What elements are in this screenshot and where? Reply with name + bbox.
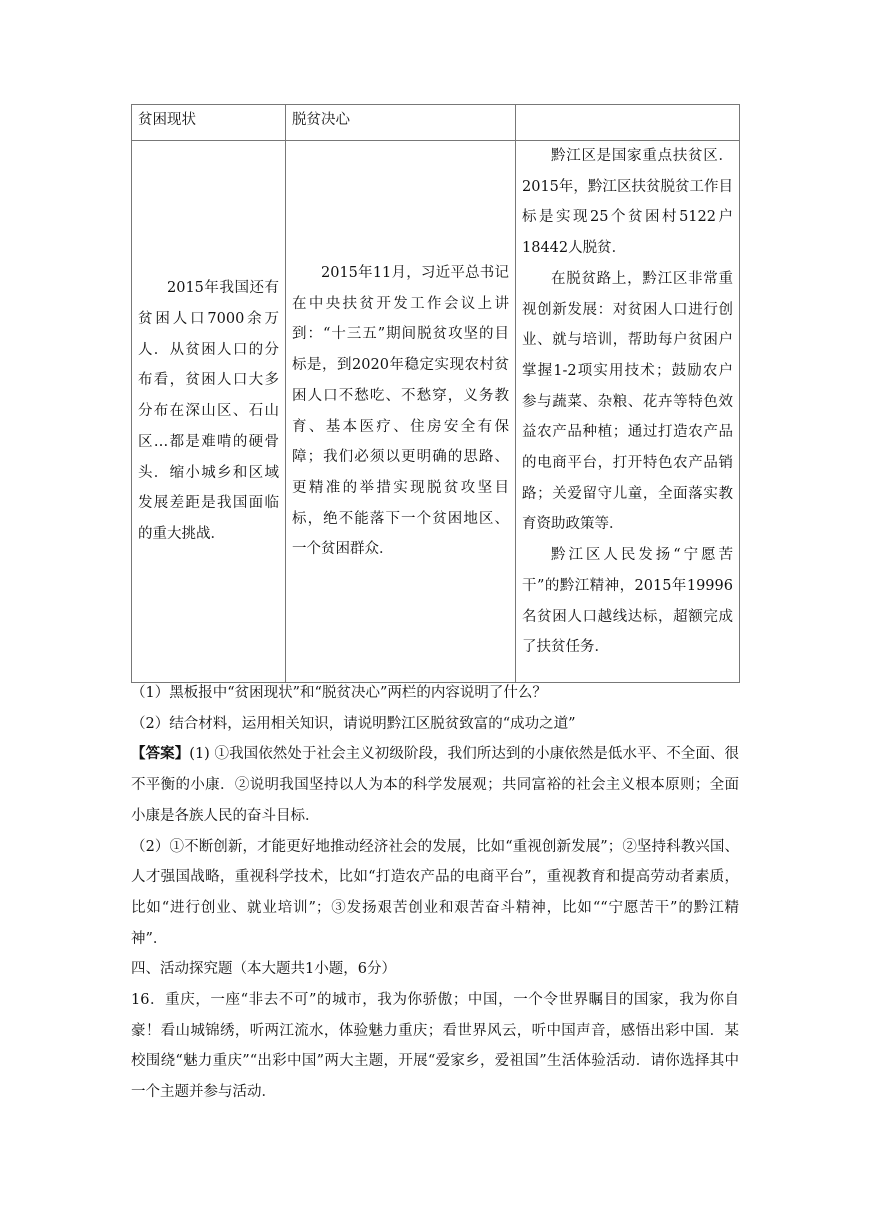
cell-poverty-status — [132, 141, 286, 683]
qianjiang-paragraph-3: 黔江区人民发扬“宁愿苦干”的黔江精神，2015年19996名贫困人口越线达标，超额完成了扶贫任务． — [522, 547, 733, 656]
answer-part-2: （2）①不断创新，才能更好地推动经济社会的发展，比如“重视创新发展”；②坚持科教兴国、人才强国战略，重视科学技术，比如“打造农产品的电商平台”，重视教育和提高劳动者素质，比如“进行创业、就业培训”；③发扬艰苦创业和艰苦奋斗精神，比如““宁愿苦干”的黔江精神”． — [131, 838, 739, 947]
table-header-row — [132, 105, 740, 141]
qianjiang-paragraph-1: 黔江区是国家重点扶贫区．2015年，黔江区扶贫脱贫工作目标是实现25个贫困村5122户18442人脱贫． — [522, 148, 733, 257]
questions-block — [131, 678, 739, 1108]
answer-part-1 — [131, 739, 739, 831]
qianjiang-paragraph-2: 在脱贫路上，黔江区非常重视创新发展：对贫困人口进行创业、就与培训，帮助每户贫困户掌握1-2项实用技术；鼓励农户参与蔬菜、杂粮、花卉等特色效益农产品种植；通过打造农产品的电商平台，打开特色农产品销路；关爱留守儿童，全面落实教育资助政策等． — [522, 270, 733, 533]
table-body-row — [132, 141, 740, 683]
header-empty — [516, 105, 740, 141]
blackboard-table — [131, 104, 740, 683]
header-poverty-status: 贫困现状 — [132, 105, 286, 141]
answer-part-1-text: (1) ①我国依然处于社会主义初级阶段，我们所达到的小康依然是低水平、不全面、很不平衡的小康．②说明我国坚持以人为本的科学发展观；共同富裕的社会主义根本原则；全面小康是各族人民的奋斗目标． — [131, 746, 740, 824]
question-16: 16．重庆，一座“非去不可”的城市，我为你骄傲；中国，一个令世界瞩目的国家，我为你自豪！看山城锦绣，听两江流水，体验魅力重庆；看世界风云，听中国声音，感悟出彩中国．某校围绕“魅力重庆”“出彩中国”两大主题，开展“爱家乡，爱祖国”生活体验活动．请你选择其中一个主题并参与活动． — [131, 992, 739, 1101]
cell-poverty-resolve — [286, 141, 516, 683]
question-2: （2）结合材料，运用相关知识，请说明黔江区脱贫致富的“成功之道” — [131, 715, 576, 732]
question-1: （1）黑板报中“贫困现状”和“脱贫决心”两栏的内容说明了什么？ — [131, 685, 547, 701]
poverty-resolve-text: 2015年11月，习近平总书记在中央扶贫开发工作会议上讲到：“十三五”期间脱贫攻坚的目标是，到2020年稳定实现农村贫困人口不愁吃、不愁穿，义务教育、基本医疗、住房安全有保障；我们必须以更明确的思路、更精准的举措实现脱贫攻坚目标，绝不能落下一个贫困地区、一个贫困群众． — [292, 264, 509, 558]
header-poverty-resolve: 脱贫决心 — [286, 105, 516, 141]
poverty-status-text: 2015年我国还有贫困人口7000余万人．从贫困人口的分布看，贫困人口大多分布在深山区、石山区…都是难啃的硬骨头．缩小城乡和区域发展差距是我国面临的重大挑战． — [138, 280, 279, 542]
cell-qianjiang — [516, 141, 740, 683]
section-4-heading: 四、活动探究题（本大题共1小题，6分） — [131, 961, 396, 978]
answer-tag: 【答案】 — [131, 746, 190, 763]
